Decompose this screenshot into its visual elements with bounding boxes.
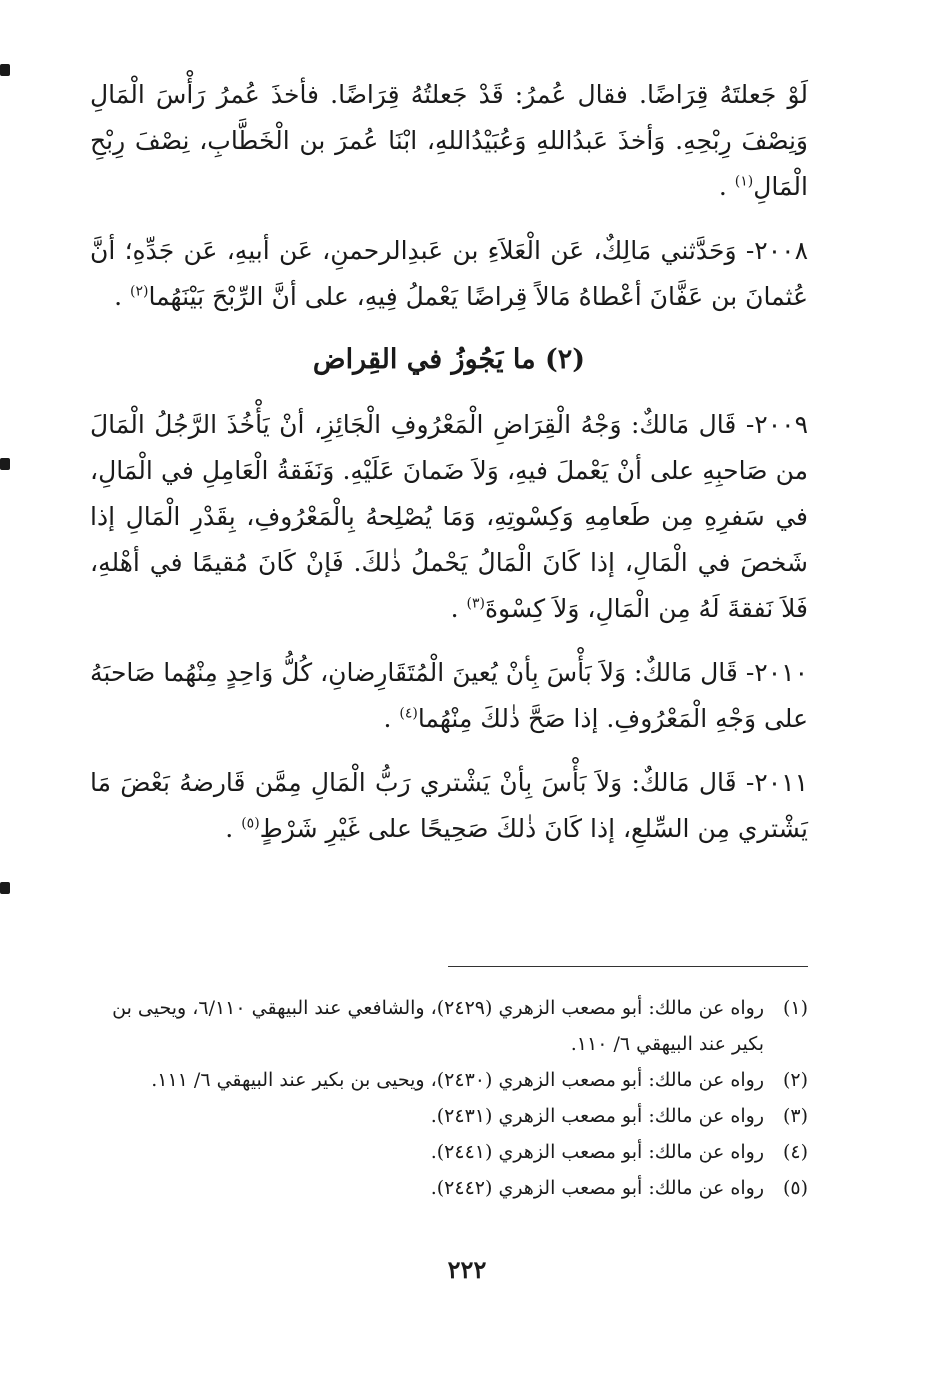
footnote-ref: (٤) <box>399 705 418 722</box>
footnote-number: (٤) <box>782 1141 808 1163</box>
paragraph: ٢٠١٠- قَال مَالكٌ: وَلاَ بَأْسَ بِأنْ يُعينَ الْمُتَقَارِضانِ، كُلُّ وَاحِدٍ مِنْهُما صَاحبَهُ على وَجْهِ الْمَعْرُوفِ. إذا صَحَّ ذٰلكَ مِنْهُما$^{(٤)}$ . <box>90 658 808 733</box>
binding-mark <box>0 458 10 470</box>
footnote <box>90 1170 808 1206</box>
footnote-text: رواه عن مالك: أبو مصعب الزهري (٢٤٢٩)، والشافعي عند البيهقي ٦/١١٠، ويحيى بن بكير عند البيهقي ٦/ ١١٠. <box>112 997 764 1055</box>
footnote-ref: (٢) <box>130 283 149 300</box>
main-text <box>90 72 808 870</box>
footnote-ref: (١) <box>734 173 754 190</box>
footnote <box>90 1062 808 1098</box>
binding-mark <box>0 882 10 894</box>
footnote-number: (٥) <box>782 1177 808 1199</box>
paragraph: لَوْ جَعلتَهُ قِرَاضًا. فقال عُمرُ: قَدْ جَعلتُهُ قِرَاضًا. فأخذَ عُمرُ رَأْسَ الْمَالِ وَنِصْفَ رِبْحِهِ. وَأخذَ عَبدُاللهِ وَعُبَيْدُاللهِ، ابْنَا عُمرَ بن الْخَطَّابِ، نِصْفَ رِبْحِ الْمَالِ$^{(١)}$ . <box>90 80 808 201</box>
footnote-text: رواه عن مالك: أبو مصعب الزهري (٢٤٣٠)، ويحيى بن بكير عند البيهقي ٦/ ١١١. <box>151 1069 764 1091</box>
footnote-text: رواه عن مالك: أبو مصعب الزهري (٢٤٤٢). <box>430 1177 764 1199</box>
paragraph: ٢٠٠٩- قَال مَالكٌ: وَجْهُ الْقِرَاضِ الْمَعْرُوفِ الْجَائِزِ، أنْ يَأْخُذَ الرَّجُلُ الْمَالَ من صَاحبِهِ على أنْ يَعْملَ فيهِ، وَلاَ ضَمانَ عَلَيْهِ. وَنَفَقةُ الْعَامِلِ في الْمَالِ، في سَفرِهِ مِن طَعامِهِ وَكِسْوتِهِ، وَمَا يُصْلِحهُ بِالْمَعْرُوفِ، بِقَدْرِ الْمَالِ إذا شَخصَ في الْمَالِ، إذا كَانَ الْمَالُ يَحْملُ ذٰلكَ. فَإنْ كَانَ مُقيمًا في أهْلهِ، فَلاَ نَفقةَ لَهُ مِن الْمَالِ، وَلاَ كِسْوةَ$^{(٣)}$ . <box>90 410 808 623</box>
footnote-text: رواه عن مالك: أبو مصعب الزهري (٢٤٣١). <box>430 1105 764 1127</box>
footnotes <box>90 990 808 1206</box>
footnote-number: (٣) <box>782 1105 808 1127</box>
footnote-divider <box>448 966 808 967</box>
footnote <box>90 1134 808 1170</box>
paragraph: ٢٠٠٨- وَحَدَّثني مَالِكٌ، عَن الْعَلاَءِ بن عَبدِالرحمنِ، عَن أبيهِ، عَن جَدِّهِ؛ أنَّ عُثمانَ بن عَفَّانَ أعْطاهُ مَالاً قِراضًا يَعْملُ فِيهِ، على أنَّ الرِّبْحَ بَيْنَهُما$^{(٢)}$ . <box>90 236 808 311</box>
footnote-number: (١) <box>782 997 808 1019</box>
footnote <box>90 1098 808 1134</box>
footnote-ref: (٣) <box>466 595 485 612</box>
binding-mark <box>0 64 10 76</box>
section-heading: (٢) ما يَجُوزُ في القِراض <box>312 344 586 375</box>
footnote-number: (٢) <box>782 1069 808 1091</box>
page-number: ٢٢٢ <box>447 1255 487 1284</box>
footnote-ref: (٥) <box>241 815 260 832</box>
footnote <box>90 990 808 1062</box>
paragraph: ٢٠١١- قَال مَالكٌ: وَلاَ بَأْسَ بِأنْ يَشْتري رَبُّ الْمَالِ مِمَّن قَارضهُ بَعْضَ مَا يَشْتري مِن السِّلعِ، إذا كَانَ ذٰلكَ صَحِيحًا على غَيْرِ شَرْطٍ$^{(٥)}$ . <box>90 768 808 843</box>
footnote-text: رواه عن مالك: أبو مصعب الزهري (٢٤٤١). <box>430 1141 764 1163</box>
